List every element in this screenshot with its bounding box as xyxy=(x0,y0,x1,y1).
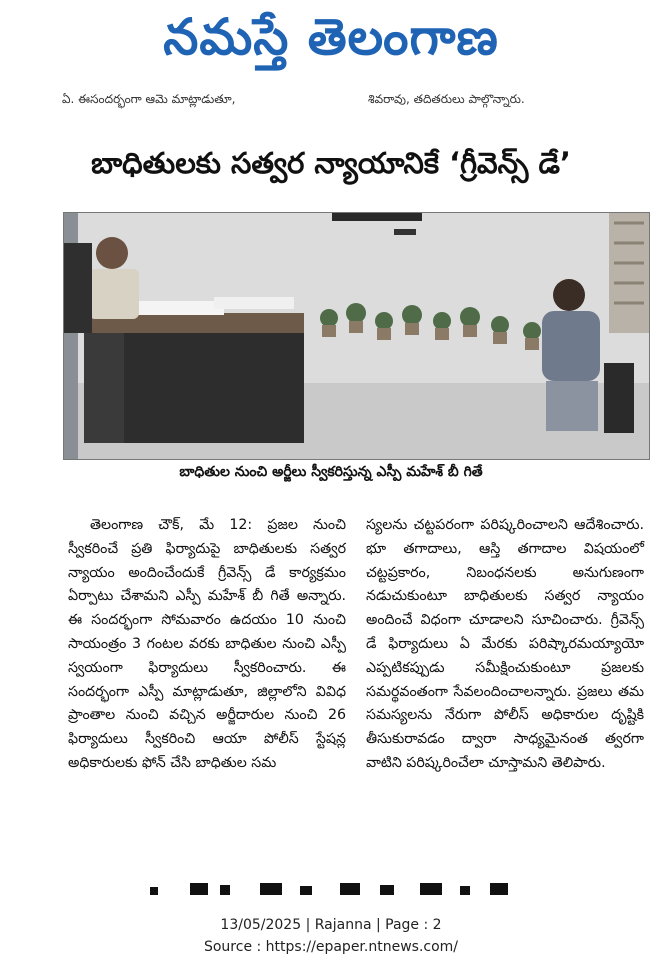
footer-source-line: Source : https://epaper.ntnews.com/ xyxy=(203,939,459,955)
footer-edition-line: 13/05/2025 | Rajanna | Page : 2 xyxy=(220,917,442,933)
article-photo xyxy=(63,212,650,460)
previous-article-fragment-right: శివరావు, తదితరులు పాల్గొన్నారు. xyxy=(368,92,525,106)
cropped-next-headline xyxy=(150,883,510,897)
headline: బాధితులకు సత్వర న్యాయానికే ‘గ్రీవెన్స్ డే’ xyxy=(91,146,571,180)
masthead-title: నమస్తే తెలంగాణ xyxy=(163,8,499,66)
photo-caption: బాధితుల నుంచి అర్జీలు స్వీకరిస్తున్న ఎస్పీ మహేశ్ బీ గితే xyxy=(179,464,483,480)
masthead xyxy=(0,0,662,88)
article-body-right-column xyxy=(366,514,644,776)
article-body-right-text: స్యలను చట్టపరంగా పరిష్కరించాలని ఆదేశించారు. భూ తగాదాలు, ఆస్తి తగాదాల విషయంలో చట్టప్రకారం, నిబంధనలకు అనుగుణంగా నడుచుకుంటూ బాధితులకు సత్వర న్యాయం అందించే విధంగా చూడాలని సూచించారు. గ్రీవెన్స్ డే ఫిర్యాదులు ఏ మేరకు పరిష్కారమయ్యాయో ఎప్పటికప్పుడు సమీక్షించుకుంటూ ప్రజలకు సమర్థవంతంగా సేవలందించాలన్నారు. ప్రజలు తమ సమస్యలను నేరుగా పోలీస్ అధికారుల దృష్టికి తీసుకురావడం ద్వారా సాధ్యమైనంత త్వరగా వాటిని పరిష్కరించేలా చూస్తామని తెలిపారు. xyxy=(366,517,644,771)
article-body-left-column xyxy=(68,514,346,776)
previous-article-fragment-left: ఏ. ఈసందర్భంగా ఆమె మాట్లాడుతూ, xyxy=(62,92,236,106)
article-body-left-text: తెలంగాణ చౌక్, మే 12: ప్రజల నుంచి స్వీకరించే ప్రతి ఫిర్యాదుపై బాధితులకు సత్వర న్యాయం అందించేందుకే గ్రీవెన్స్ డే కార్యక్రమం ఏర్పాటు చేశామని ఎస్పీ మహేశ్ బీ గితే అన్నారు. ఈ సందర్భంగా సోమవారం ఉదయం 10 నుంచి సాయంత్రం 3 గంటల వరకు బాధితుల నుంచి ఎస్పీ స్వయంగా ఫిర్యాదులు స్వీకరించారు. ఈ సందర్భంగా ఎస్పీ మాట్లాడుతూ, జిల్లాలోని వివిధ ప్రాంతాల నుంచి వచ్చిన అర్జీదారుల నుంచి 26 ఫిర్యాదులు స్వీకరించి ఆయా పోలీస్ స్టేషన్ల అధికారులకు ఫోన్ చేసి బాధితుల సమ xyxy=(68,517,346,771)
photo-illustration xyxy=(64,213,649,459)
